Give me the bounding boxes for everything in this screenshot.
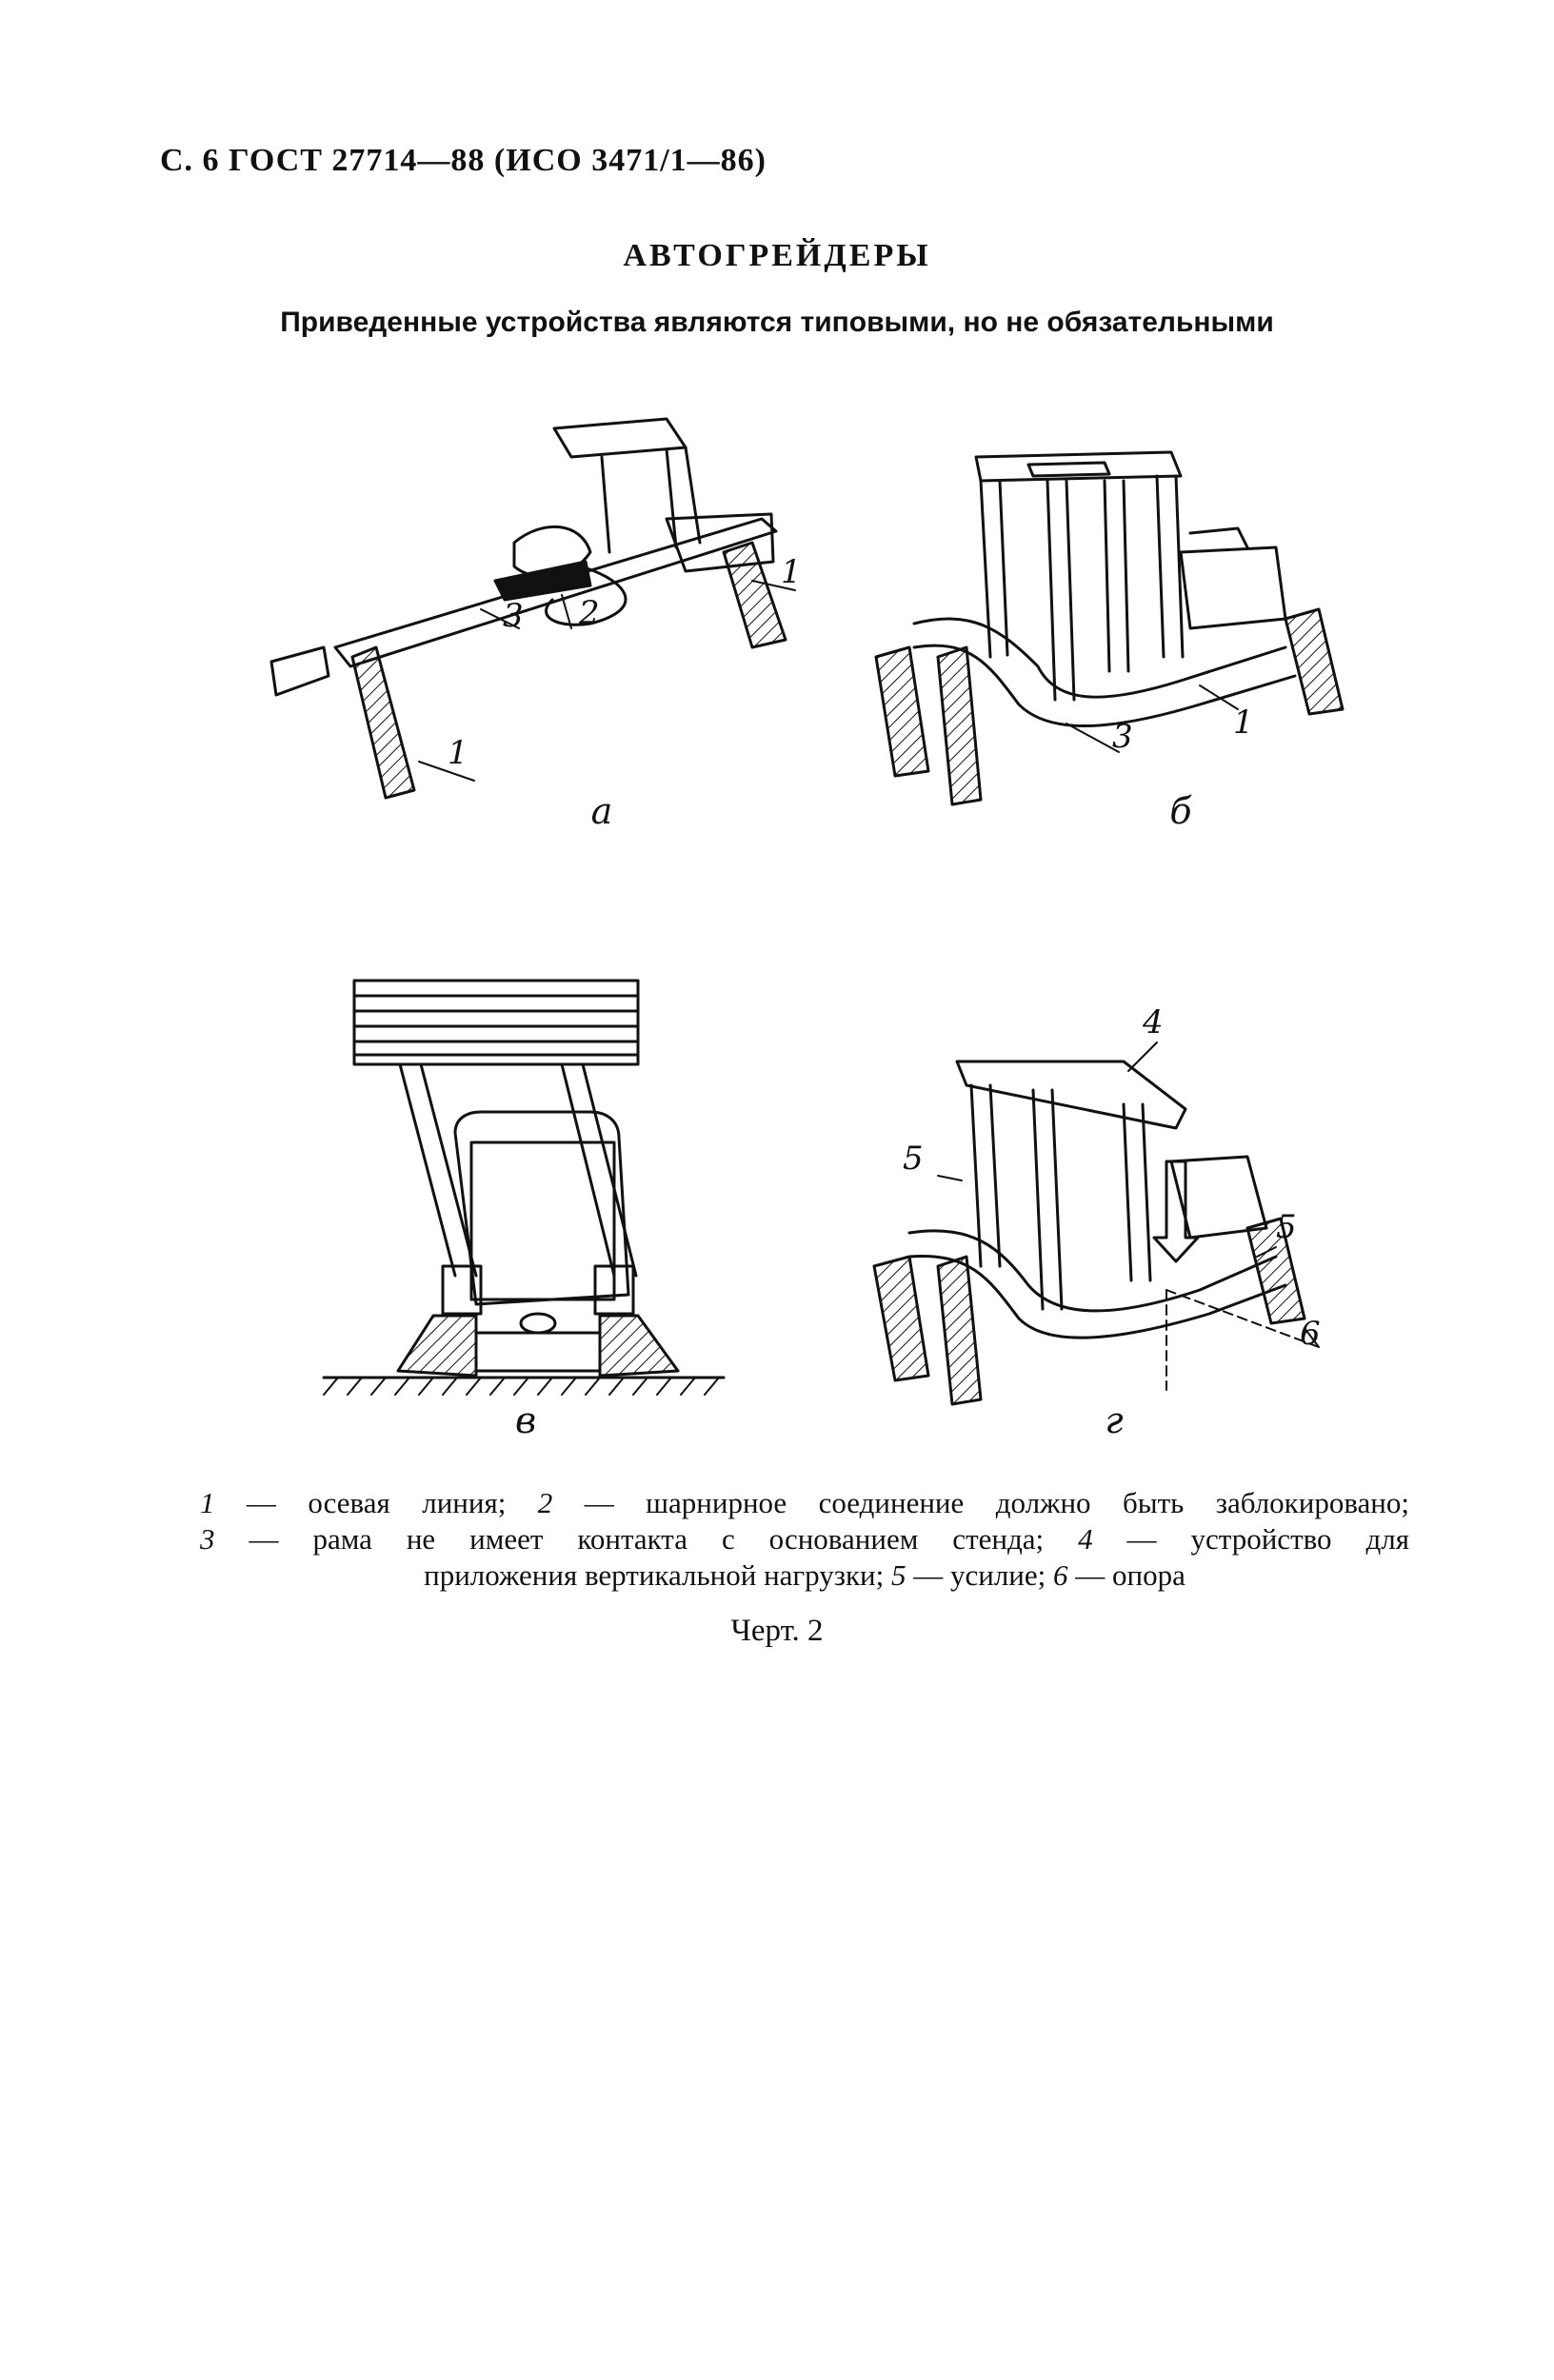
figure-b-drawing (876, 452, 1343, 804)
legend-line-2: 3 — рама не имеет контакта с основанием стенда; 4 — устройство для (200, 1522, 1410, 1556)
page-header: С. 6 ГОСТ 27714—88 (ИСО 3471/1—86) (160, 143, 767, 178)
fig-a-label-3: 3 (503, 597, 524, 635)
legend-line-3: приложения вертикальной нагрузки; 5 — усилие; 6 — опора (424, 1558, 1185, 1592)
figure-caption: Черт. 2 (730, 1614, 824, 1648)
figure-d-letter: г (1105, 1399, 1124, 1441)
legend (200, 1485, 1409, 1594)
fig-a-label-2: 2 (579, 594, 600, 632)
figure-b-letter: б (1169, 790, 1192, 832)
fig-d-label-6: 6 (1300, 1315, 1321, 1353)
fig-b-label-3: 3 (1112, 718, 1133, 756)
page-title: АВТОГРЕЙДЕРЫ (623, 238, 931, 273)
fig-a-label-1b: 1 (448, 734, 468, 772)
fig-b-label-1: 1 (1233, 704, 1254, 742)
page-subtitle: Приведенные устройства являются типовыми, но не обязательными (280, 307, 1274, 338)
fig-d-label-5a: 5 (903, 1140, 924, 1178)
figure-a-letter: а (590, 790, 613, 832)
legend-item-4-start: устройство для (1190, 1522, 1410, 1556)
legend-item-4-end: приложения вертикальной нагрузки; (424, 1558, 885, 1592)
figure-a-drawing (271, 419, 795, 798)
fig-d-label-4: 4 (1143, 1003, 1164, 1041)
figure-d-drawing (874, 1042, 1319, 1404)
fig-a-label-1a: 1 (781, 553, 802, 591)
legend-line-1: 1 — осевая линия; 2 — шарнирное соединение должно быть заблокировано; (200, 1486, 1410, 1519)
figure-c-drawing (324, 981, 724, 1395)
figure-c-letter: в (514, 1399, 537, 1441)
fig-d-label-5b: 5 (1276, 1208, 1297, 1246)
